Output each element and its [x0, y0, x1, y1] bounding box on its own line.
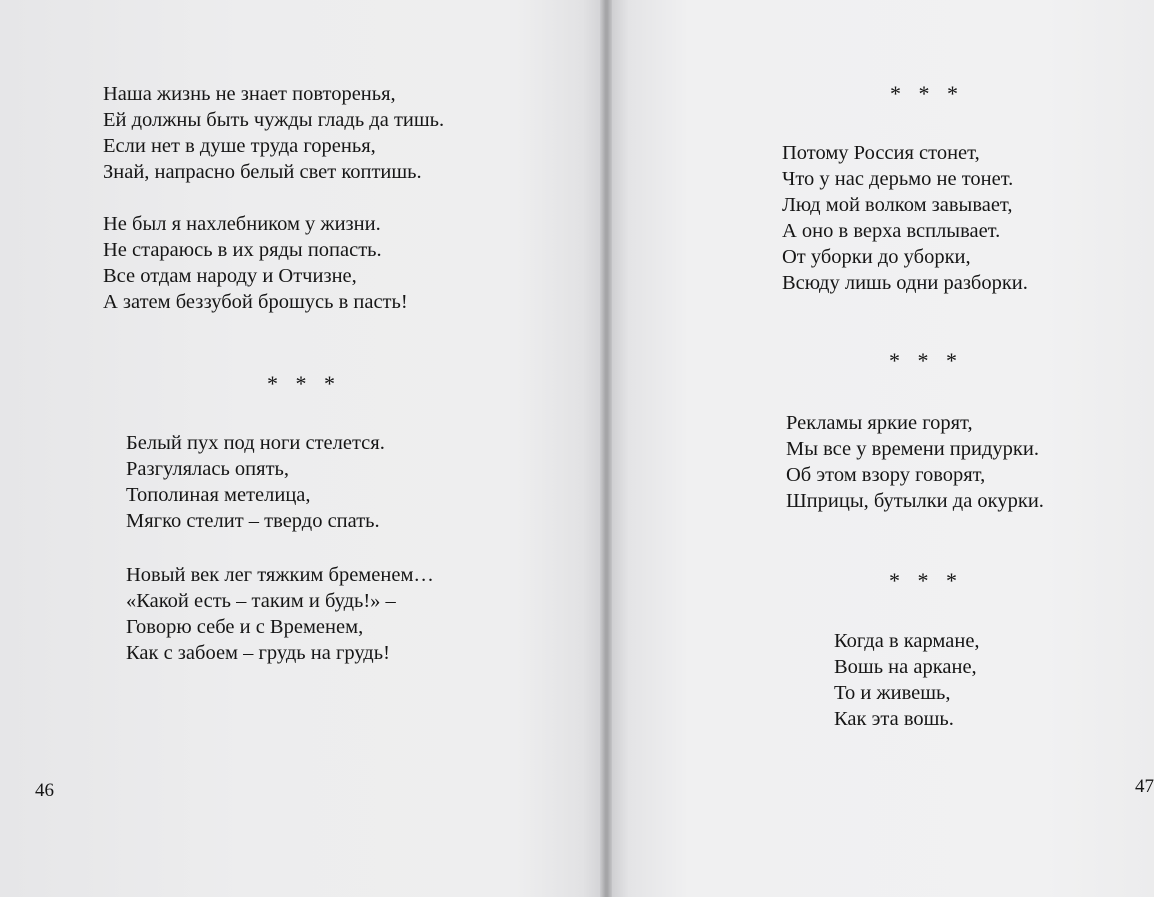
poem-line: Белый пух под ноги стелется. — [126, 432, 385, 454]
poem-line: Разгулялась опять, — [126, 458, 289, 480]
poem-line: Новый век лег тяжким бременем… — [126, 564, 434, 586]
poem-line: Если нет в душе труда горенья, — [103, 135, 376, 157]
poem-line: Тополиная метелица, — [126, 484, 311, 506]
poem-line: Мы все у времени придурки. — [786, 438, 1039, 460]
poem-line: От уборки до уборки, — [782, 246, 971, 268]
poem-line: Не был я нахлебником у жизни. — [103, 213, 381, 235]
poem-line: Вошь на аркане, — [834, 656, 977, 678]
poem-line: Ей должны быть чужды гладь да тишь. — [103, 109, 445, 131]
poem-separator: * * * — [889, 568, 963, 593]
poem-line: Как с забоем – грудь на грудь! — [126, 642, 390, 664]
poem-line: Когда в кармане, — [834, 630, 980, 652]
poem-line: Мягко стелит – твердо спать. — [126, 510, 380, 532]
right-page — [607, 0, 1154, 897]
poem-line: Наша жизнь не знает повторенья, — [103, 83, 396, 105]
poem-line: А оно в верха всплывает. — [782, 220, 1001, 242]
poem-line: Все отдам народу и Отчизне, — [103, 265, 357, 287]
poem-line: Не стараюсь в их ряды попасть. — [103, 239, 382, 261]
poem-line: Как эта вошь. — [834, 708, 954, 730]
poem-separator: * * * — [267, 371, 341, 396]
poem-line: Говорю себе и с Временем, — [126, 616, 364, 638]
poem-line: Рекламы яркие горят, — [786, 412, 973, 434]
poem-separator: * * * — [889, 348, 963, 373]
poem-separator: * * * — [890, 81, 964, 106]
poem-line: Что у нас дерьмо не тонет. — [782, 168, 1014, 190]
page-number: 46 — [35, 780, 54, 801]
poem-line: То и живешь, — [834, 682, 951, 704]
poem-line: «Какой есть – таким и будь!» – — [126, 590, 396, 612]
poem-line: Всюду лишь одни разборки. — [782, 272, 1028, 294]
poem-line: Шприцы, бутылки да окурки. — [786, 490, 1044, 512]
page-number: 47 — [1135, 776, 1154, 797]
book-gutter-shadow — [600, 0, 612, 897]
poem-line: Знай, напрасно белый свет коптишь. — [103, 161, 422, 183]
poem-line: Люд мой волком завывает, — [782, 194, 1013, 216]
poem-line: Об этом взору говорят, — [786, 464, 986, 486]
poem-line: А затем беззубой брошусь в пасть! — [103, 291, 408, 313]
poem-line: Потому Россия стонет, — [782, 142, 980, 164]
